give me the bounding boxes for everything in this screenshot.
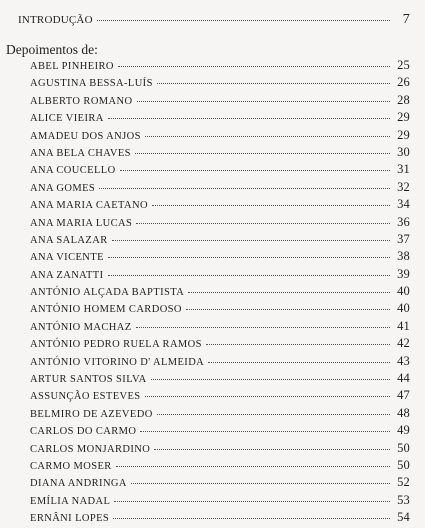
toc-entry [30,110,410,127]
toc-page-number: 39 [397,266,410,281]
toc-entry-name: ASSUNÇÃO ESTEVES [30,391,141,403]
toc-page-number: 25 [397,58,410,72]
toc-entry [30,406,410,423]
toc-page-number: 31 [397,162,410,177]
toc-entry [30,162,410,179]
dot-leader [157,414,390,415]
toc-entry [30,458,410,475]
section-heading: Depoimentos de: [6,42,98,57]
toc-entry-name: DIANA ANDRINGA [30,478,127,490]
toc-page-number: 29 [397,110,410,125]
dot-leader [186,309,390,310]
dot-leader [140,431,390,432]
toc-entry-name: ALICE VIEIRA [30,113,104,125]
toc-page-number: 36 [397,214,410,229]
toc-page-number: 47 [397,388,410,403]
toc-page-number: 26 [397,75,410,90]
dot-leader [151,379,390,380]
toc-page-number: 43 [397,353,410,368]
dot-leader [206,344,390,345]
dot-leader [145,136,390,137]
toc-page-number: 7 [402,12,410,27]
toc-entry [30,93,410,110]
toc-entry-name: AGUSTINA BESSA-LUÍS [30,78,153,90]
toc-entry-name: ANA ZANATTI [30,269,104,281]
toc-entry-name: ANA GOMES [30,182,96,194]
dot-leader [135,153,390,154]
toc-page-number: 38 [397,249,410,264]
toc-page-number: 40 [397,284,410,299]
toc-entry [30,58,410,75]
dot-leader [131,483,390,484]
toc-entry-name: ANTÓNIO VITORINO D' ALMEIDA [30,356,205,368]
dot-leader [118,66,390,67]
toc-entry-name: ANA MARIA CAETANO [30,200,148,212]
toc-page-number: 34 [397,197,410,212]
dot-leader [137,101,391,102]
toc-entry-name: BELMIRO DE AZEVEDO [30,408,153,420]
dot-leader [108,257,390,258]
toc-entry-name: ANA VICENTE [30,252,104,264]
toc-page-number: 44 [397,371,410,386]
toc-page-number: 30 [397,144,410,159]
toc-entry [30,475,410,492]
toc-page-number: 52 [397,475,410,490]
dot-leader [136,327,390,328]
toc-entry [30,423,410,440]
toc-entry-name: ANA COUCELLO [30,165,116,177]
toc-entry [30,128,410,145]
toc-entry [30,284,410,301]
toc-page-number: 41 [397,318,410,333]
toc-entry [30,180,410,197]
toc-entry-name: ANA MARIA LUCAS [30,217,133,229]
toc-entry-name: ANTÓNIO HOMEM CARDOSO [30,304,182,316]
toc-entry-list [30,58,410,528]
toc-entry [30,145,410,162]
dot-leader [108,118,390,119]
toc-entry [30,510,410,527]
toc-page-number: 32 [397,179,410,194]
toc-entry-introduction [18,12,410,28]
dot-leader [154,449,390,450]
toc-page-number: 53 [397,492,410,507]
toc-entry [30,197,410,214]
toc-page-number: 49 [397,423,410,438]
toc-entry-name: ALBERTO ROMANO [30,95,133,107]
toc-entry [30,371,410,388]
toc-page-number: 50 [397,457,410,472]
toc-entry-name: ANA BELA CHAVES [30,147,131,159]
toc-page-number: 28 [397,92,410,107]
toc-entry-name: ANTÓNIO MACHAZ [30,321,132,333]
toc-entry [30,319,410,336]
toc-page-number: 48 [397,405,410,420]
dot-leader [114,501,390,502]
toc-entry-name: EMÍLIA NADAL [30,495,111,507]
toc-entry-name: CARLOS DO CARMO [30,426,137,438]
dot-leader [116,466,390,467]
dot-leader [208,362,390,363]
toc-entry-name: ANTÓNIO ALÇADA BAPTISTA [30,287,185,299]
toc-page-number: 29 [397,127,410,142]
toc-entry [30,232,410,249]
toc-page-number: 42 [397,336,410,351]
toc-page-number: 54 [397,510,410,525]
dot-leader [108,275,390,276]
toc-entry [30,388,410,405]
dot-leader [113,518,390,519]
toc-entry-name: ANTÓNIO PEDRO RUELA RAMOS [30,339,202,351]
dot-leader [157,83,390,84]
toc-entry [30,493,410,510]
dot-leader [99,188,390,189]
toc-entry-name: ARTUR SANTOS SILVA [30,374,147,386]
dot-leader [136,223,390,224]
dot-leader [97,20,390,21]
toc-page-number: 50 [397,440,410,455]
toc-entry [30,354,410,371]
dot-leader [145,396,390,397]
toc-page-number: 40 [397,301,410,316]
toc-entry-name: ANA SALAZAR [30,234,108,246]
toc-entry-name: AMADEU DOS ANJOS [30,130,141,142]
dot-leader [152,205,390,206]
dot-leader [112,240,390,241]
toc-entry-name: CARLOS MONJARDINO [30,443,151,455]
toc-entry [30,441,410,458]
dot-leader [188,292,390,293]
toc-entry [30,267,410,284]
toc-entry-label: INTRODUÇÃO [18,14,93,26]
toc-entry [30,249,410,266]
toc-entry [30,336,410,353]
dot-leader [120,170,390,171]
toc-entry [30,301,410,318]
toc-entry-name: CARMO MOSER [30,460,112,472]
toc-entry [30,215,410,232]
toc-entry [30,75,410,92]
toc-entry-name: ABEL PINHEIRO [30,61,114,72]
toc-entry-name: ERNÂNI LOPES [30,513,110,525]
toc-page-number: 37 [397,231,410,246]
